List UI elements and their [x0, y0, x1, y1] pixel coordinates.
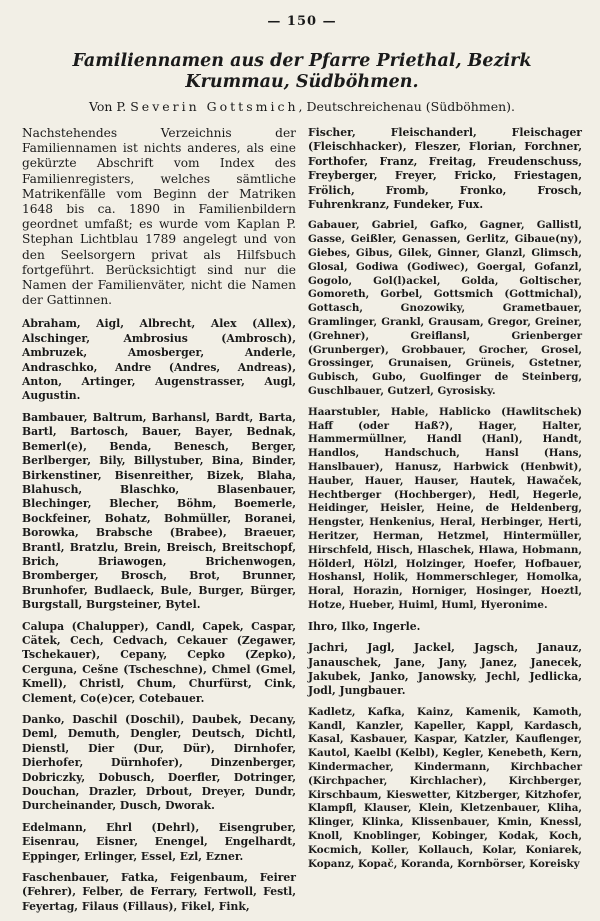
names-block-i: Ihro, Ilko, Ingerle.	[308, 619, 421, 633]
author-line	[22, 99, 582, 114]
names-block-f-cont: Fischer, Fleischanderl, Fleischager (Fleischhacker), Fleszer, Florian, Forchner, Forthofer, Franz, Freitag, Freudenschuss, Freyberger, Freyer, Fricko, Friestagen, Frölich, Fromb, Fronko, Frosch, Fuhrenkranz, Fundeker, Fux.	[308, 126, 582, 212]
two-column-body	[22, 126, 582, 921]
names-block-f-start: Faschenbauer, Fatka, Feigenbaum, Feirer (Fehrer), Felber, de Ferrary, Fertwoll, Festl, Feyertag, Filaus (Fillaus), Fikel, Fink,	[22, 871, 296, 913]
author-name: Severin Gottsmich	[130, 99, 299, 114]
author-suffix: , Deutschreichenau (Südböhmen).	[298, 99, 516, 114]
left-column	[22, 126, 296, 921]
page-number: — 150 —	[267, 14, 337, 29]
names-block-b: Bambauer, Baltrum, Barhansl, Bardt, Barta, Bartl, Bartosch, Bauer, Bayer, Bednak, Bemerl(e), Benda, Benesch, Berger, Berlberger, Bily, Billystuber, Bina, Binder, Birkenstiner, Bisenreither, Bizek, Blaha, Blahusch, Blaschko, Blasenbauer, Blechinger, Blecher, Böhm, Boemerle, Bockfeiner, Bohatz, Bohmüller, Boranei, Borowka, Brabsche (Brabee), Braeuer, Brantl, Bratzlu, Brein, Breisch, Breitschopf, Brich, Briawogen, Brichenwogen, Bromberger, Brosch, Brot, Brunner, Brunhofer, Budlaeck, Bule, Burger, Bürger, Burgstall, Burgsteiner, Bytel.	[22, 410, 296, 612]
right-column	[308, 126, 582, 921]
title-line-1: Familiennamen aus der Pfarre Priethal, Bezirk	[72, 51, 532, 71]
names-block-g: Gabauer, Gabriel, Gafko, Gagner, Gallistl, Gasse, Geißler, Genassen, Gerlitz, Gibaue(ny), Giebes, Gibus, Gilek, Ginner, Glanzl, Glimsch, Glosal, Godiwa (Godiwec), Goergal, Gofanzl, Gogolo, Gol(l)ackel, Golda, Goltischer, Gomoreth, Gorbel, Gottsmich (Gottmichal), Gottasch, Gnozowiky, Grametbauer, Gramlinger, Grankl, Grausam, Gregor, Greiner, (Grehner), Greiflansl, Grienberger (Grunberger), Grobbauer, Grocher, Grosel, Grossinger, Grunaisen, Grüneis, Gstetner, Gubisch, Gubo, Guolfinger de Steinberg, Guschlbauer, Gutzerl, Gyrosisky.	[308, 219, 582, 397]
names-block-e: Edelmann, Ehrl (Dehrl), Eisengruber, Eisenrau, Eisner, Enengel, Engelhardt, Eppinger, Erlinger, Essel, Ezl, Ezner.	[22, 820, 296, 863]
names-block-a: Abraham, Aigl, Albrecht, Alex (Allex), Alschinger, Ambrosius (Ambrosch), Ambruzek, Amosberger, Anderle, Andraschko, Andre (Andres, Andreas), Anton, Artinger, Augenstrasser, Augl, Augustin.	[22, 317, 296, 403]
title-line-2: Krummau, Südböhmen.	[185, 72, 419, 92]
names-block-h: Haarstubler, Hable, Hablicko (Hawlitschek) Haff (oder Haß?), Hager, Halter, Hammermüllner, Handl (Hanl), Handt, Handlos, Handschuch, Hansl (Hans, Hanslbauer), Hanusz, Harbwick (Henbwit), Hauber, Hauer, Hauser, Hautek, Hawaček, Hechtberger (Hochberger), Hedl, Hegerle, Heidinger, Heisler, Heine, de Heldenberg, Hengster, Henkenius, Heral, Herbinger, Herti, Heritzer, Herman, Hetzmel, Hintermüller, Hirschfeld, Hisch, Hlaschek, Hlawa, Hobmann, Hölderl, Hölzl, Holzinger, Hoefer, Hofbauer, Hoshansl, Holik, Hommerschleger, Homolka, Horal, Horazin, Horniger, Hosinger, Hoeztl, Hotze, Hueber, Huiml, Huml, Hyeronime.	[308, 405, 582, 611]
names-block-d: Danko, Daschil (Doschil), Daubek, Decany, Deml, Demuth, Dengler, Deutsch, Dichtl, Dienstl, Dier (Dur, Dür), Dirnhofer, Dierhofer, Dürnhofer), Dinzenberger, Dobriczky, Dobusch, Doerfler, Dotringer, Douchan, Drazler, Drbout, Dreyer, Dundr, Durcheinander, Dusch, Dworak.	[22, 713, 296, 813]
author-prefix: Von P.	[88, 99, 131, 114]
article-title	[32, 51, 572, 93]
intro-paragraph: Nachstehendes Verzeichnis der Familiennamen ist nichts anderes, als eine gekürzte Abschrift vom Index des Familienregisters, welches sämtliche Matrikenfälle vom Beginn der Matriken 1648 bis ca. 1890 in Familienbildern geordnet umfaßt; es wurde vom Kaplan P. Stephan Lichtblau 1789 angelegt und von den Seelsorgern privat als Hilfsbuch fortgeführt. Berücksichtigt sind nur die Namen der Familienväter, nicht die Namen der Gattinnen.	[22, 126, 296, 308]
names-block-j: Jachri, Jagl, Jackel, Jagsch, Janauz, Janauschek, Jane, Jany, Janez, Janecek, Jakubek, Janko, Janowsky, Jechl, Jedlicka, Jodl, Jungbauer.	[308, 641, 582, 698]
names-block-c: Calupa (Chalupper), Candl, Capek, Caspar, Cätek, Cech, Cedvach, Cekauer (Zegawer, Tschekauer), Cepany, Cepko (Zepko), Cerguna, Cešne (Tscheschne), Chmel (Gmel, Kmell), Christl, Chum, Churfürst, Cink, Clement, Co(e)cer, Cotebauer.	[22, 619, 296, 705]
names-block-k: Kadletz, Kafka, Kainz, Kamenik, Kamoth, Kandl, Kanzler, Kapeller, Kappl, Kardasch, Kasal, Kasbauer, Kaspar, Katzler, Kauflenger, Kautol, Kaelbl (Kelbl), Kegler, Kenebeth, Kern, Kindermacher, Kindermann, Kirchbacher (Kirchpacher, Kirchlacher), Kirchberger, Kirschbaum, Kieswetter, Kitzberger, Kitzhofer, Klampfl, Klauser, Klein, Kletzenbauer, Kliha, Klinger, Klinka, Klissenbauer, Kmin, Knessl, Knoll, Knoblinger, Kobinger, Kodak, Koch, Kocmich, Koller, Kollauch, Kolar, Koniarek, Kopanz, Kopač, Koranda, Kornbörser, Koreisky	[308, 705, 582, 870]
